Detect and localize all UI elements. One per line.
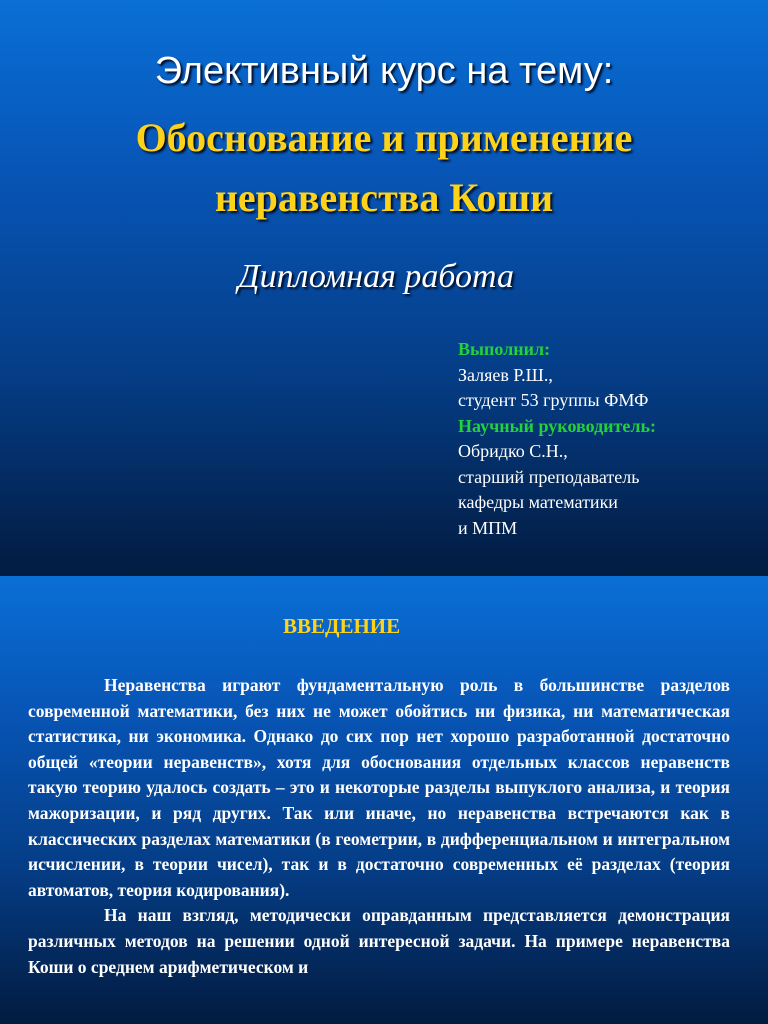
author-info [458, 337, 656, 541]
advisor-name: Обридко С.Н., [458, 441, 568, 461]
author-label: Выполнил: [458, 339, 551, 359]
advisor-position-line1: старший преподаватель [458, 466, 640, 487]
course-title-line2: неравенства Коши [214, 175, 554, 220]
author-name: Заляев Р.Ш., [458, 364, 553, 385]
course-title [0, 108, 768, 228]
section-heading: ВВЕДЕНИЕ [283, 614, 401, 638]
advisor-position-line3: и МПМ [458, 517, 518, 538]
course-title-line1: Обоснование и применение [135, 115, 633, 160]
paragraph-1: Неравенства играют фундаментальную роль в большинстве разделов современной математики, без них не может обойтись ни физика, ни математическая статистика, ни экономика. Однако до сих пор нет хорошо разработанной достаточно общей «теории неравенств», хотя для обоснования отдельных классов неравенств такую теорию удалось создать – это и некоторые разделы выпуклого анализа, и теория мажоризации, и ряд других. Так или иначе, но неравенства встречаются как в классических разделах математики (в геометрии, в дифференциальном и интегральном исчислении, в теории чисел), так и в достаточно современных её разделах (теория автоматов, теория кодирования). [28, 675, 730, 900]
introduction-text [28, 673, 730, 980]
work-type: Дипломная работа [237, 258, 515, 295]
course-label: Элективный курс на тему: [154, 50, 614, 92]
advisor-position-line2: кафедры математики [458, 492, 618, 512]
author-group: студент 53 группы ФМФ [458, 390, 649, 410]
advisor-label: Научный руководитель: [458, 415, 656, 436]
paragraph-2: На наш взгляд, методически оправданным представляется демонстрация различных методов на решении одной интересной задачи. На примере неравенства Коши о среднем арифметическом и [28, 905, 730, 977]
